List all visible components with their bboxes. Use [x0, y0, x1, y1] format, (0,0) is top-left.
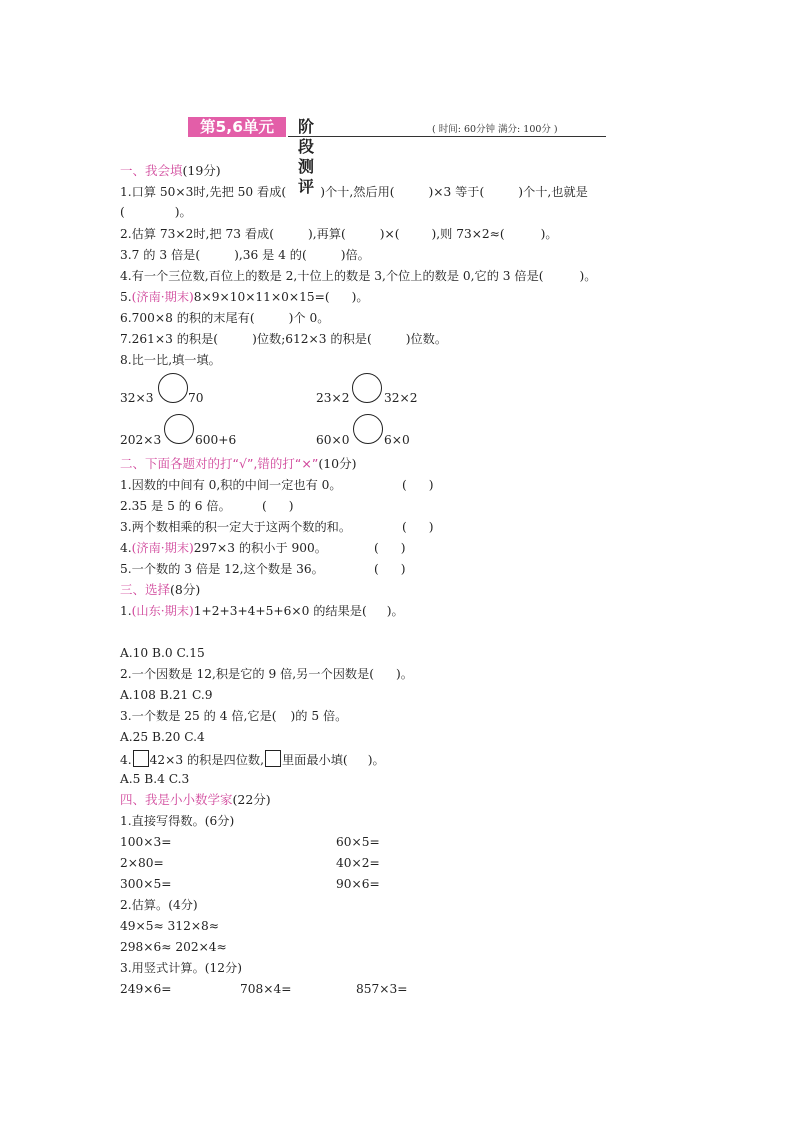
- s2-answer-5[interactable]: ( ): [374, 562, 406, 576]
- s1-question-3: 3.7 的 3 倍是( ),36 是 4 的( )倍。: [120, 248, 370, 262]
- exam-meta: ( 时间: 60分钟 满分: 100分 ): [432, 124, 558, 135]
- s3-options-1: A.10 B.0 C.15: [120, 646, 205, 660]
- s4-estimate-row: 298×6≈ 202×4≈: [120, 940, 227, 954]
- section-2-title: 二、下面各题对的打“√”,错的打“×”(10分): [120, 456, 357, 471]
- s1-question-8: 8.比一比,填一填。: [120, 353, 221, 367]
- s4-calc: 100×3=: [120, 835, 172, 849]
- s2-answer-3[interactable]: ( ): [402, 520, 434, 534]
- s2-question-5: 5.一个数的 3 倍是 12,这个数是 36。: [120, 562, 324, 576]
- compare-3-right: 600+6: [195, 433, 237, 447]
- s4-vertical-calc: 249×6=: [120, 982, 172, 996]
- s1-question-5: 5.(济南·期末)8×9×10×11×0×15=( )。: [120, 290, 369, 304]
- s1-question-6: 6.700×8 的积的末尾有( )个 0。: [120, 311, 330, 325]
- compare-circle-3[interactable]: [164, 414, 194, 444]
- digit-box[interactable]: [265, 750, 281, 767]
- section-3-title: 三、选择(8分): [120, 582, 201, 597]
- compare-1-right: 70: [188, 391, 204, 405]
- s3-question-2: 2.一个因数是 12,积是它的 9 倍,另一个因数是( )。: [120, 667, 413, 681]
- compare-circle-4[interactable]: [353, 414, 383, 444]
- s4-calc: 300×5=: [120, 877, 172, 891]
- s2-question-3: 3.两个数相乘的积一定大于这两个数的和。: [120, 520, 352, 534]
- s2-question-4: 4.(济南·期末)297×3 的积小于 900。: [120, 541, 327, 555]
- digit-box[interactable]: [133, 750, 149, 767]
- s3-options-3: A.25 B.20 C.4: [120, 730, 205, 744]
- s4-part-2-title: 2.估算。(4分): [120, 898, 198, 912]
- s3-question-4: 4. 42×3 的积是四位数, 里面最小填( )。: [120, 750, 385, 768]
- compare-1-left: 32×3: [120, 391, 154, 405]
- s2-question-1: 1.因数的中间有 0,积的中间一定也有 0。: [120, 478, 342, 492]
- s1-question-4: 4.有一个三位数,百位上的数是 2,十位上的数是 3,个位上的数是 0,它的 3 倍是( )。: [120, 269, 597, 283]
- s1-question-1-cont: ( )。: [120, 205, 192, 219]
- s4-calc: 40×2=: [336, 856, 380, 870]
- compare-2-left: 23×2: [316, 391, 350, 405]
- page-title: 阶段测评: [298, 117, 316, 196]
- s2-answer-4[interactable]: ( ): [374, 541, 406, 555]
- s3-options-2: A.108 B.21 C.9: [120, 688, 213, 702]
- header-rule: [288, 136, 606, 137]
- section-4-title: 四、我是小小数学家(22分): [120, 792, 271, 807]
- s2-answer-1[interactable]: ( ): [402, 478, 434, 492]
- unit-badge: 第5,6单元: [188, 117, 286, 137]
- s4-part-3-title: 3.用竖式计算。(12分): [120, 961, 242, 975]
- s4-part-1-title: 1.直接写得数。(6分): [120, 814, 235, 828]
- s1-question-1: 1.口算 50×3时,先把 50 看成( )个十,然后用( )×3 等于( )个十,也就是: [120, 185, 588, 199]
- compare-2-right: 32×2: [384, 391, 418, 405]
- s4-calc: 60×5=: [336, 835, 380, 849]
- compare-4-right: 6×0: [384, 433, 410, 447]
- s2-answer-2[interactable]: ( ): [262, 499, 294, 513]
- s4-vertical-calc: 857×3=: [356, 982, 408, 996]
- s1-question-7: 7.261×3 的积是( )位数;612×3 的积是( )位数。: [120, 332, 448, 346]
- s4-calc: 90×6=: [336, 877, 380, 891]
- s4-vertical-calc: 708×4=: [240, 982, 292, 996]
- compare-circle-1[interactable]: [158, 373, 188, 403]
- s3-question-1: 1.(山东·期末)1+2+3+4+5+6×0 的结果是( )。: [120, 604, 404, 618]
- compare-3-left: 202×3: [120, 433, 162, 447]
- compare-4-left: 60×0: [316, 433, 350, 447]
- s4-calc: 2×80=: [120, 856, 164, 870]
- s1-question-2: 2.估算 73×2时,把 73 看成( ),再算( )×( ),则 73×2≈( )。: [120, 227, 558, 241]
- s2-question-2: 2.35 是 5 的 6 倍。: [120, 499, 231, 513]
- section-1-title: 一、我会填(19分): [120, 163, 221, 178]
- s3-options-4: A.5 B.4 C.3: [120, 772, 190, 786]
- s4-estimate-row: 49×5≈ 312×8≈: [120, 919, 219, 933]
- s3-question-3: 3.一个数是 25 的 4 倍,它是( )的 5 倍。: [120, 709, 348, 723]
- compare-circle-2[interactable]: [352, 373, 382, 403]
